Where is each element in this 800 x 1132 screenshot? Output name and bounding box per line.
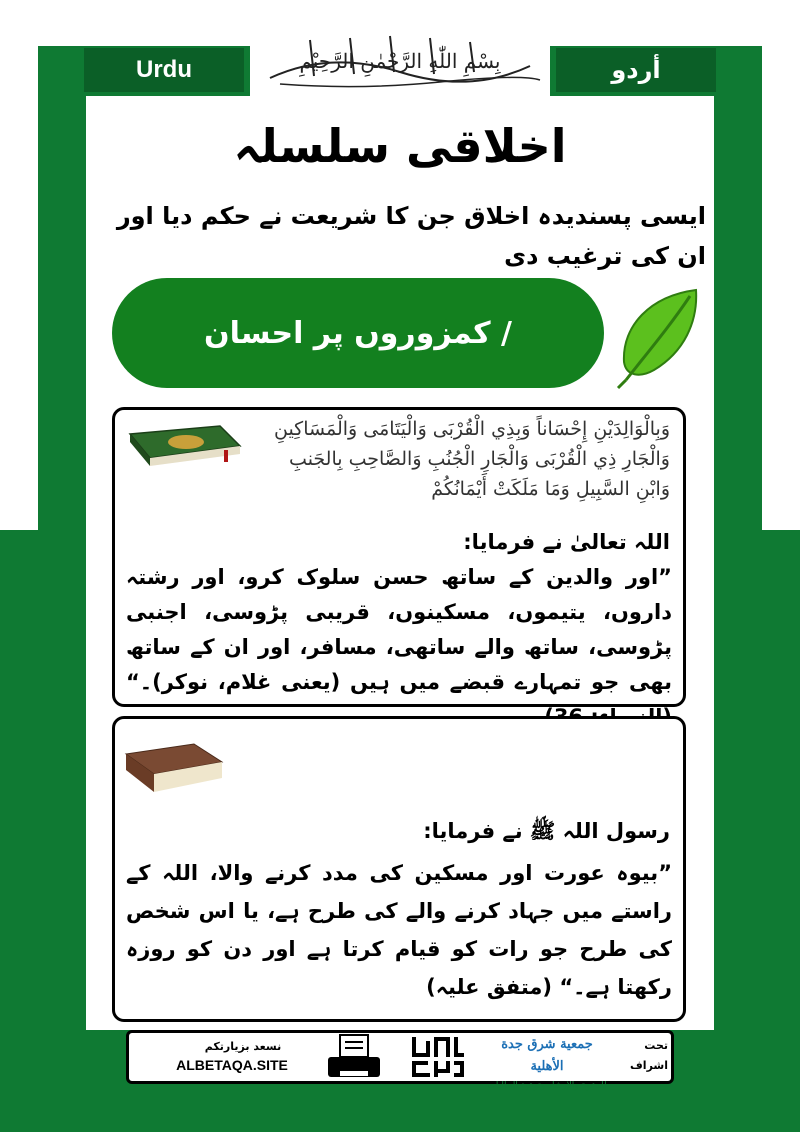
- quran-arabic-verse: [130, 414, 670, 504]
- page-title: اخلاقی سلسلہ: [233, 119, 567, 173]
- quran-translation: ”اور والدین کے ساتھ حسن سلوک کرو، اور رشتہ داروں، یتیموں، مسکینوں، قریبی پڑوسی، اجنبی پڑوسی، ساتھ والے ساتھی، مسافر، اور ان کے ساتھ بھی جو تمہارے قبضے میں ہیں (یعنی غلام، نوکر)۔“: [126, 565, 672, 694]
- arabic-line: وَبِالْوَالِدَيْنِ إِحْسَاناً وَبِذِي الْقُرْبَى وَالْيَتَامَى وَالْمَسَاكِينِ: [273, 418, 670, 440]
- lang-label-english: Urdu: [84, 48, 244, 92]
- bismillah-calligraphy: [250, 20, 550, 100]
- bismillah-text: بِسْمِ اللّٰهِ الرَّحْمٰنِ الرَّحِيْمِ: [299, 49, 501, 73]
- org-name: جمعية شرق جدة الأهلية: [501, 1037, 593, 1074]
- org-logo: [486, 1034, 608, 1091]
- arabic-line: وَابْنِ السَّبِيلِ وَمَا مَلَكَتْ أَيْمَانُكُمْ: [431, 478, 670, 500]
- site-link[interactable]: ALBETAQA.SITE: [176, 1057, 288, 1073]
- albetaqa-logo: [408, 1033, 468, 1081]
- lang-label-arabic: أردو: [556, 48, 716, 92]
- arabic-line: وَالْجَارِ ذِي الْقُرْبَى وَالْجَارِ الْجُنُبِ وَالصَّاحِبِ بِالجَنبِ: [289, 448, 670, 470]
- under-label-1: تحت: [644, 1039, 668, 1052]
- topic-text: / کمزوروں پر احسان: [204, 315, 512, 351]
- org-tagline: للدعوة والإرشاد وتوعية الجاليات: [487, 1081, 607, 1091]
- hadith-text: ”بیوہ عورت اور مسکین کی مدد کرنے والا، اللہ کے راستے میں جہاد کرنے والے کی طرح ہے، یا اس شخص کی طرح جو رات کو قیام کرتا ہے اور دن کو روزہ رکھتا ہے۔“ (متفق علیہ): [126, 861, 672, 999]
- topic-banner: [112, 278, 604, 388]
- supervision-label: [618, 1036, 668, 1076]
- hadith-heading: رسول اللہ ﷺ نے فرمایا:: [423, 819, 670, 843]
- hadith-book-icon: [122, 740, 226, 794]
- visit-text: نسعد بزيارتكم: [204, 1040, 282, 1053]
- printer-icon[interactable]: [326, 1033, 382, 1081]
- under-label-2: اشراف: [630, 1059, 668, 1072]
- page-subtitle: ایسی پسندیدہ اخلاق جن کا شریعت نے حکم دیا اور ان کی ترغیب دی: [116, 202, 706, 270]
- leaf-icon: [610, 286, 700, 390]
- quran-heading: اللہ تعالیٰ نے فرمایا:: [463, 530, 670, 554]
